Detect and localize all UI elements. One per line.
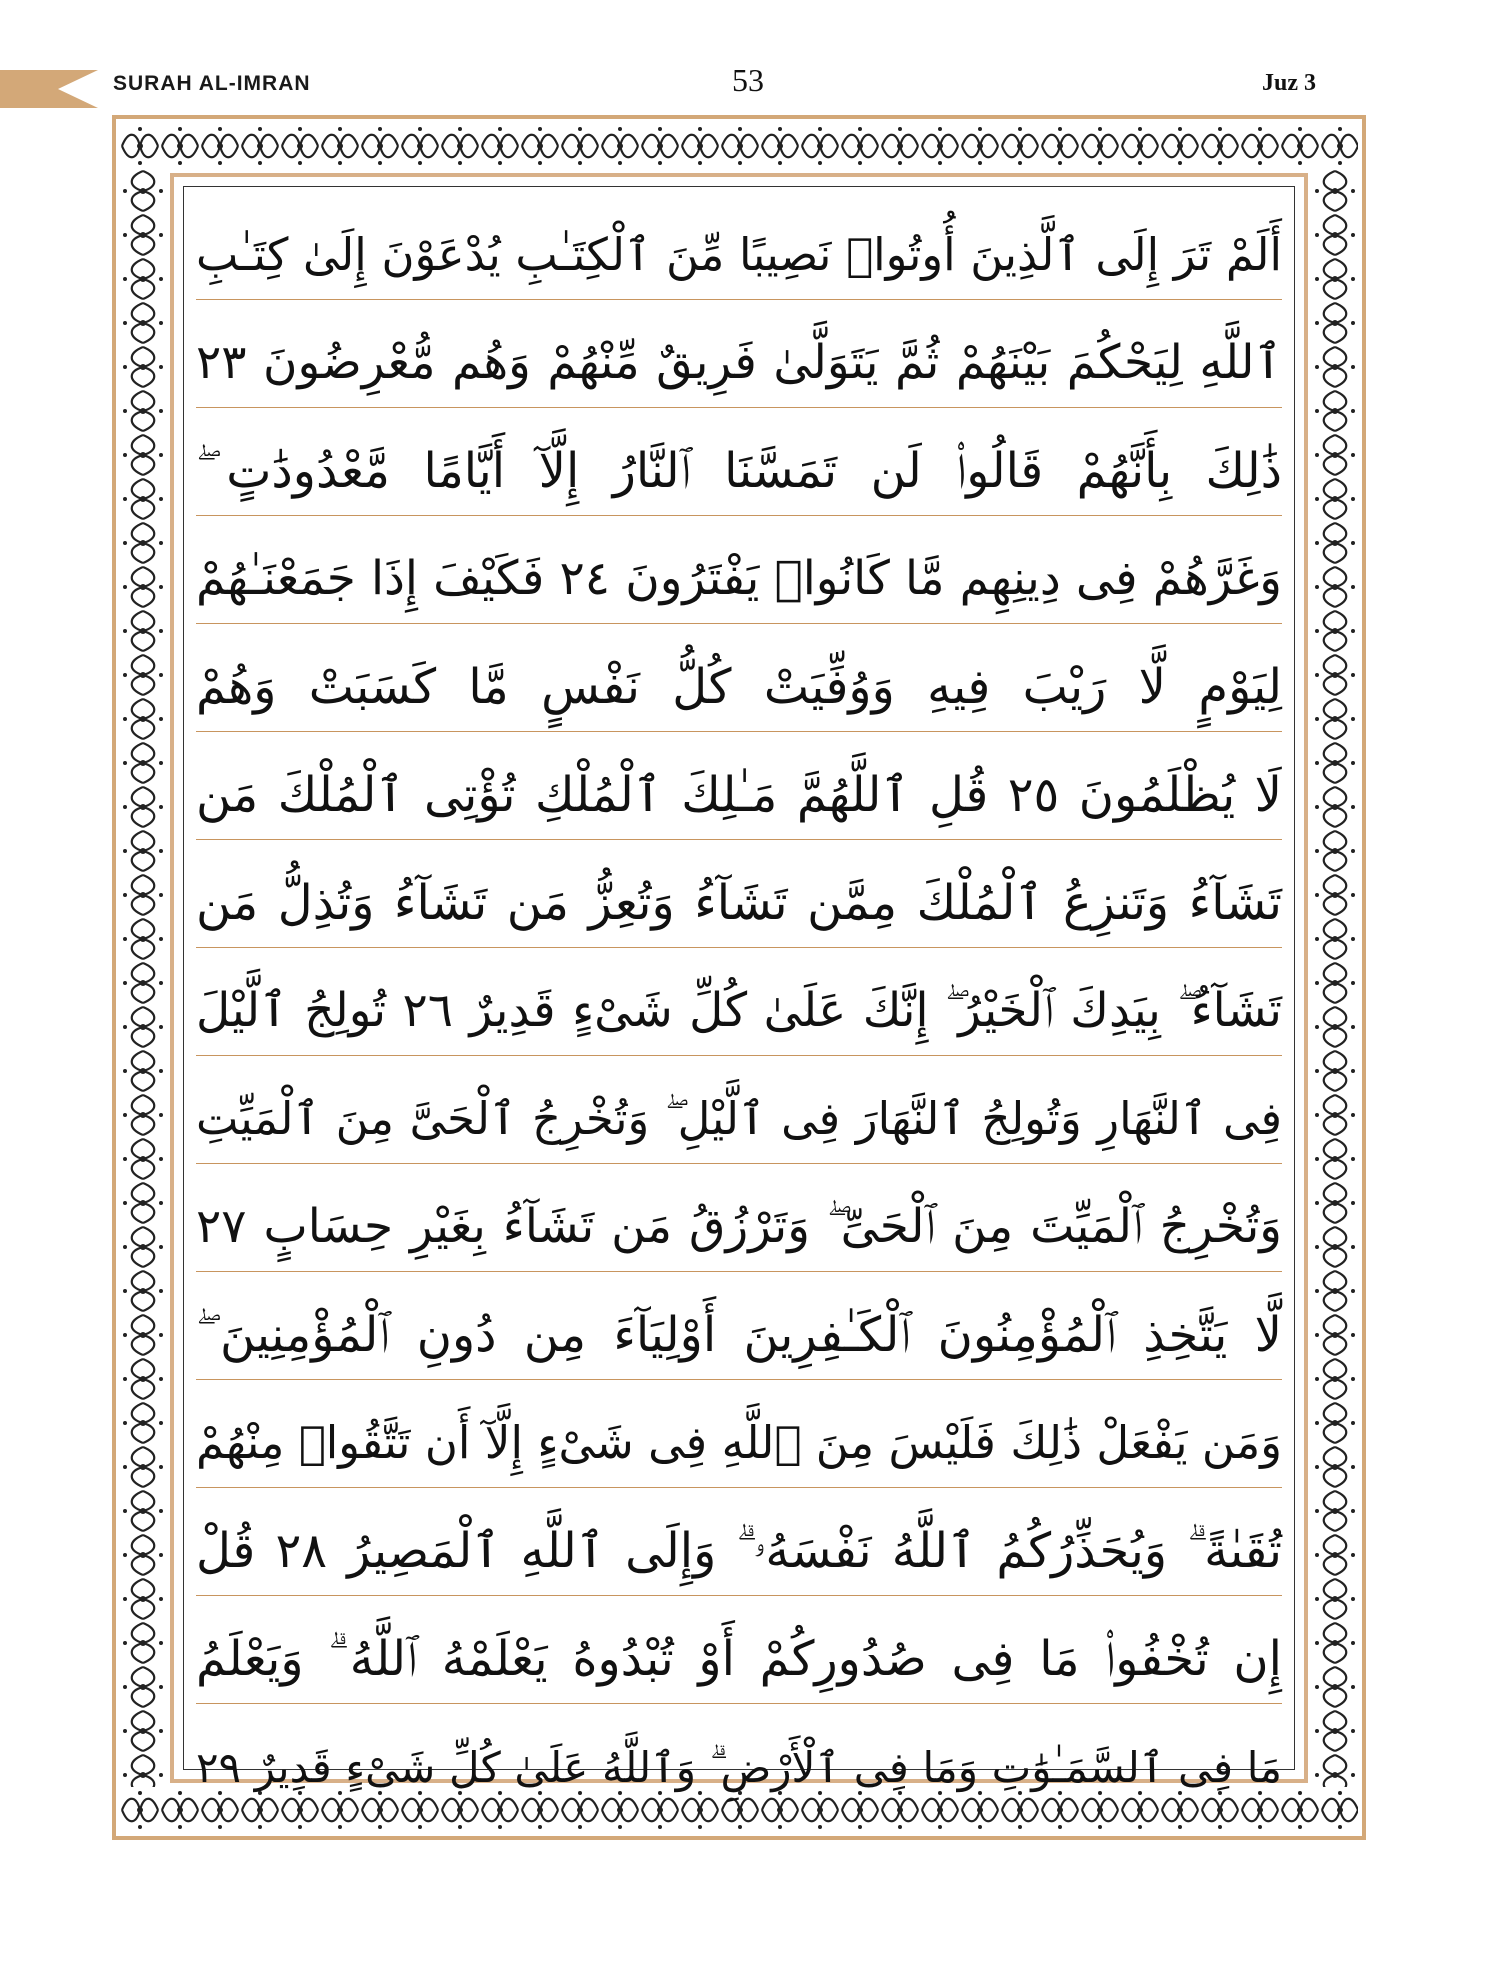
verse-line [196, 1056, 1282, 1164]
verse-line [196, 192, 1282, 300]
verse-line-text: ٱللَّهِ لِيَحْكُمَ بَيْنَهُمْ ثُمَّ يَتَوَلَّىٰ فَرِيقٌ مِّنْهُمْ وَهُم مُّعْرِضُونَ ٢٣ [196, 335, 1282, 390]
verse-line-text: فِى ٱلنَّهَارِ وَتُولِجُ ٱلنَّهَارَ فِى ٱلَّيْلِ ۖ وَتُخْرِجُ ٱلْحَىَّ مِنَ ٱلْمَيِّتِ [196, 1092, 1282, 1145]
verse-line [196, 408, 1282, 516]
verse-line-text: ذَٰلِكَ بِأَنَّهُمْ قَالُوا۟ لَن تَمَسَّنَا ٱلنَّارُ إِلَّآ أَيَّامًا مَّعْدُودَٰتٍ ۖ [196, 443, 1282, 499]
verse-block [196, 192, 1282, 1812]
verse-line-text: وَتُخْرِجُ ٱلْمَيِّتَ مِنَ ٱلْحَىِّ ۖ وَتَرْزُقُ مَن تَشَآءُ بِغَيْرِ حِسَابٍ ٢٧ [196, 1199, 1282, 1254]
verse-line [196, 300, 1282, 408]
verse-line-text: مَا فِى ٱلسَّمَـٰوَٰتِ وَمَا فِى ٱلْأَرْضِ ۗ وَٱللَّهُ عَلَىٰ كُلِّ شَىْءٍ قَدِيرٌ ٢٩ [196, 1743, 1282, 1792]
verse-line [196, 1488, 1282, 1596]
verse-line [196, 1704, 1282, 1812]
verse-line-text: لَّا يَتَّخِذِ ٱلْمُؤْمِنُونَ ٱلْكَـٰفِرِينَ أَوْلِيَآءَ مِن دُونِ ٱلْمُؤْمِنِينَ ۖ [196, 1307, 1282, 1363]
verse-line [196, 516, 1282, 624]
verse-line [196, 1596, 1282, 1704]
verse-line [196, 1380, 1282, 1488]
verse-line-text: وَمَن يَفْعَلْ ذَٰلِكَ فَلَيْسَ مِنَ ٱللَّهِ فِى شَىْءٍ إِلَّآ أَن تَتَّقُوا۟ مِنْهُمْ [196, 1416, 1282, 1469]
page-number: 53 [732, 62, 764, 98]
surah-name: SURAH AL-IMRAN [113, 72, 311, 95]
ornamental-border-right [1312, 169, 1358, 1787]
verse-line-text: أَلَمْ تَرَ إِلَى ٱلَّذِينَ أُوتُوا۟ نَصِيبًا مِّنَ ٱلْكِتَـٰبِ يُدْعَوْنَ إِلَىٰ كِتَـٰبِ [196, 228, 1282, 281]
verse-line [196, 732, 1282, 840]
verse-line [196, 1164, 1282, 1272]
verse-line-text: تَشَآءُ ۖ بِيَدِكَ ٱلْخَيْرُ ۖ إِنَّكَ عَلَىٰ كُلِّ شَىْءٍ قَدِيرٌ ٢٦ تُولِجُ ٱلَّيْلَ [196, 983, 1282, 1038]
verse-line-text: لِيَوْمٍ لَّا رَيْبَ فِيهِ وَوُفِّيَتْ كُلُّ نَفْسٍ مَّا كَسَبَتْ وَهُمْ [196, 659, 1282, 715]
verse-line-text: تَشَآءُ وَتَنزِعُ ٱلْمُلْكَ مِمَّن تَشَآءُ وَتُعِزُّ مَن تَشَآءُ وَتُذِلُّ مَن [196, 875, 1282, 931]
verse-line [196, 840, 1282, 948]
verse-line-text: لَا يُظْلَمُونَ ٢٥ قُلِ ٱللَّهُمَّ مَـٰلِكَ ٱلْمُلْكِ تُؤْتِى ٱلْمُلْكَ مَن [196, 767, 1283, 823]
ornamental-border-left [120, 169, 166, 1787]
verse-line [196, 1272, 1282, 1380]
verse-line [196, 624, 1282, 732]
verse-line [196, 948, 1282, 1056]
verse-line-text: وَغَرَّهُمْ فِى دِينِهِم مَّا كَانُوا۟ يَفْتَرُونَ ٢٤ فَكَيْفَ إِذَا جَمَعْنَـٰهُمْ [196, 551, 1282, 606]
ornamental-border-top [120, 123, 1358, 169]
verse-line-text: تُقَىٰةً ۗ وَيُحَذِّرُكُمُ ٱللَّهُ نَفْسَهُۥ ۗ وَإِلَى ٱللَّهِ ٱلْمَصِيرُ ٢٨ قُلْ [196, 1523, 1282, 1579]
juz-label: Juz 3 [1262, 70, 1316, 96]
verse-line-text: إِن تُخْفُوا۟ مَا فِى صُدُورِكُمْ أَوْ تُبْدُوهُ يَعْلَمْهُ ٱللَّهُ ۗ وَيَعْلَمُ [196, 1631, 1282, 1687]
